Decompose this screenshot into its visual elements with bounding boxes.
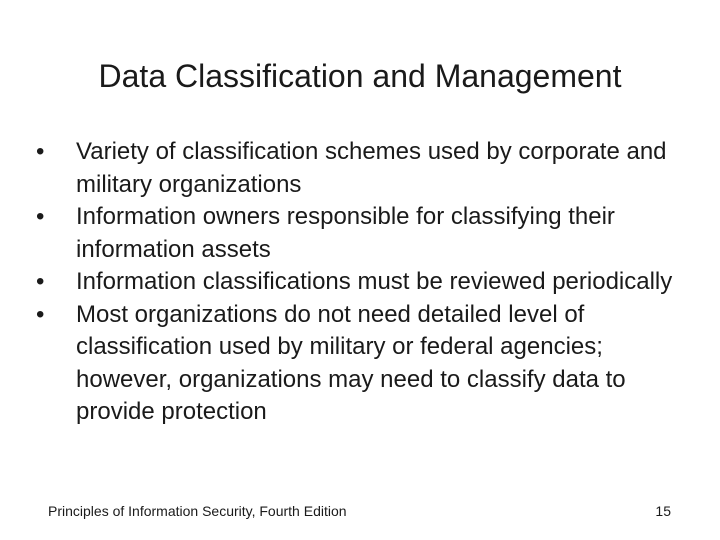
slide-title: Data Classification and Management [98,58,622,94]
bullet-text: Information classifications must be reviewed periodically [76,268,673,295]
bullet-list [36,136,686,429]
bullet-item [36,201,686,266]
footer-book-title: Principles of Information Security, Fourth Edition [48,503,347,519]
bullet-item [36,299,686,429]
bullet-item [36,136,686,201]
bullet-text: Variety of classification schemes used by corporate and military organizations [76,138,667,198]
bullet-text: Most organizations do not need detailed level of classification used by military or federal agencies; however, organizations may need to classify data to provide protection [76,300,626,425]
bullet-dot-icon: • [36,138,45,165]
bullet-dot-icon: • [36,203,45,230]
bullet-dot-icon: • [36,268,45,295]
bullet-text: Information owners responsible for classifying their information assets [76,203,615,263]
bullet-item [36,266,686,299]
bullet-dot-icon: • [36,300,45,328]
footer-page-number: 15 [655,503,671,519]
